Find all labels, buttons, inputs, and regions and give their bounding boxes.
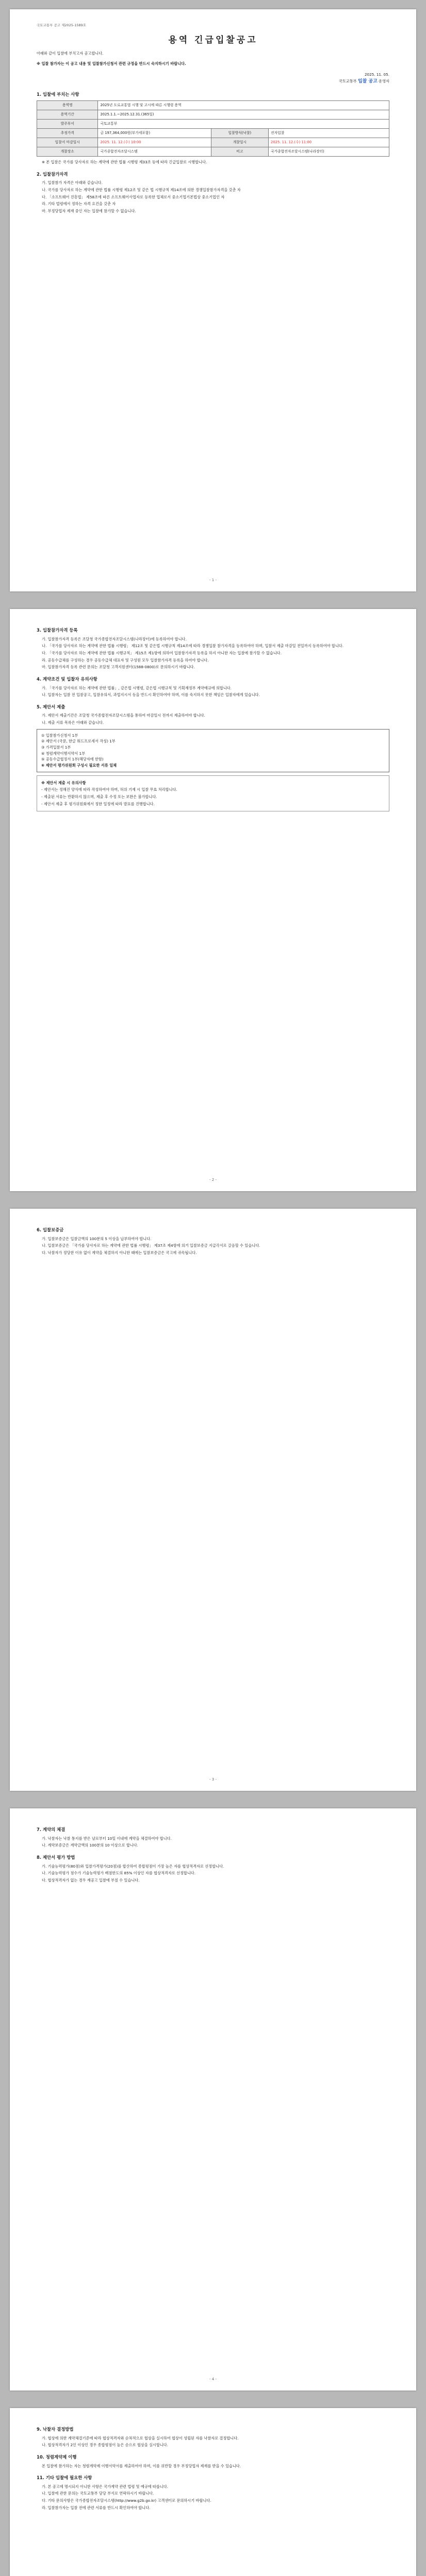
table-header: 용역명: [37, 101, 98, 110]
paragraph: 나. 기술능력평가 점수가 기술능력평가 배점한도의 85% 이상인 자를 협상적격자로 선정합니다.: [42, 1871, 196, 1876]
signature-block: [37, 72, 389, 85]
org-prefix: 국토교통부: [338, 79, 357, 84]
caution-item: - 제출된 서류는 반환하지 않으며, 제출 후 수정 또는 보완은 불가합니다.: [41, 794, 157, 799]
paragraph: 다. 「국가를 당사자로 하는 계약에 관한 법률 시행규칙」 제15조 제1항에 의하여 입찰참가자격 등록을 하지 아니한 자는 입찰에 참가할 수 없습니다.: [42, 650, 282, 655]
caution-title: ※ 제안서 제출 시 유의사항: [41, 780, 86, 785]
section-7-title: 7. 계약의 체결: [37, 1827, 65, 1832]
table-header: 용역기간: [37, 110, 98, 120]
table-row: [37, 138, 389, 147]
paragraph: 마. 입찰참가자격 등록 관련 문의는 조달청 고객지원센터(1588-0800)로 문의하시기 바랍니다.: [42, 665, 195, 670]
table-cell: 금 197,364,000원(부가세포함): [98, 129, 211, 138]
paragraph: 나. 입찰에 관한 문의는 국토교통부 담당 부서로 연락하시기 바랍니다.: [42, 2491, 154, 2496]
section-1-title: 1. 입찰에 부치는 사항: [37, 91, 79, 97]
table-header: 입찰서 마감일시: [37, 138, 98, 147]
paragraph: 다. 「소프트웨어 진흥법」 제58조에 따른 소프트웨어사업자로 등록한 업체로서 중소기업기본법상 중소기업인 자: [42, 194, 225, 199]
notice-text: ※ 입찰 참가자는 이 공고 내용 및 입찰참가신청서 관련 규정을 반드시 숙지하시기 바랍니다.: [37, 61, 186, 66]
document-page-1: [10, 9, 416, 591]
document-page-2: [10, 609, 416, 1191]
bid-info-table: [37, 100, 389, 157]
table-cell: 2025년 도로교통법 시행 및 고시에 따른 시행령 용역: [98, 101, 389, 110]
paragraph: 가. 낙찰자는 낙찰 통지를 받은 날로부터 10일 이내에 계약을 체결하여야 합니다.: [42, 1836, 172, 1841]
section-3-title: 3. 입찰참가자격 등록: [37, 628, 78, 633]
document-page-3: [10, 1209, 416, 1791]
paragraph: 나. 계약보증금은 계약금액의 100분의 10 이상으로 합니다.: [42, 1843, 138, 1848]
table-cell: 국토교통부: [98, 120, 389, 129]
table-cell: 2025. 11. 12.(수) 10:00: [98, 138, 211, 147]
list-item: ④ 청렴계약이행서약서 1부: [41, 751, 86, 756]
page-number: - 3 -: [209, 1777, 217, 1782]
paragraph: 가. 입찰참가 자격은 아래와 같습니다.: [42, 180, 103, 185]
section-8-title: 8. 제안서 평가 방법: [37, 1854, 75, 1860]
table-header: 발주부서: [37, 120, 98, 129]
table-cell: 2025. 11. 12.(수) 11:00: [269, 138, 389, 147]
paragraph: 가. 제안서 제출기간은 조달청 국가종합전자조달시스템을 통하여 마감일시 전까지 제출하여야 합니다.: [42, 713, 205, 718]
table-row: [37, 147, 389, 157]
table-cell: 2025.1.1.~2025.12.31.(365일): [98, 110, 389, 120]
section-9-title: 9. 낙찰자 결정방법: [37, 2427, 74, 2432]
document-number: 국토교통부 공고 제2025-1589호: [37, 23, 87, 27]
section-2-title: 2. 입찰참가자격: [37, 171, 68, 177]
paragraph: 가. 입찰보증금은 입찰금액의 100분의 5 이상을 납부하여야 합니다.: [42, 1236, 152, 1241]
document-title: 용역 긴급입찰공고: [168, 35, 258, 45]
paragraph: 라. 입찰참가자는 입찰 전에 관련 서류를 반드시 확인하여야 합니다.: [42, 2505, 151, 2510]
paragraph: 나. 제출 서류 목록은 아래와 같습니다.: [42, 720, 104, 725]
table-header: 개찰장소: [37, 147, 98, 157]
paragraph: 다. 낙찰자가 정당한 이유 없이 계약을 체결하지 아니한 때에는 입찰보증금은 국고에 귀속됩니다.: [42, 1250, 197, 1255]
paragraph: 본 입찰에 참가하는 자는 청렴계약제 이행서약서를 제출하여야 하며, 이를 위반할 경우 부정당업자 제재를 받을 수 있습니다.: [42, 2463, 241, 2468]
paragraph: 가. 「국가를 당사자로 하는 계약에 관한 법률」, 같은법 시행령, 같은법 시행규칙 및 기획재정부 계약예규에 의합니다.: [42, 685, 232, 690]
page-number: - 4 -: [209, 2377, 217, 2381]
table-header: 입찰방식(낙찰): [211, 129, 268, 138]
section-5-title: 5. 제안서 제출: [37, 704, 65, 709]
caution-item: - 제안서 제출 후 평가위원회에서 정한 일정에 따라 발표를 진행합니다.: [41, 801, 155, 806]
table-row: [37, 120, 389, 129]
org-name: 입찰 공고: [357, 79, 378, 84]
paragraph: 나. 입찰보증금은 「국가를 당사자로 하는 계약에 관한 법률 시행령」 제37조 제4항에 의거 입찰보증금 지급각서로 갈음할 수 있습니다.: [42, 1243, 260, 1248]
caution-item: - 제안서는 정해진 양식에 따라 작성하여야 하며, 허위 기재 시 입찰 무효 처리합니다.: [41, 787, 177, 792]
paragraph: 가. 입찰참가자격 등록은 조달청 국가종합전자조달시스템(나라장터)에 등록하여야 합니다.: [42, 636, 187, 641]
table-header: 추정가격: [37, 129, 98, 138]
section-11-title: 11. 기타 입찰에 필요한 사항: [37, 2475, 92, 2481]
caution-box: [37, 775, 389, 812]
section-6-title: 6. 입찰보증금: [37, 1227, 64, 1232]
table-cell: 전자입찰: [269, 129, 389, 138]
table-header: 비고: [211, 147, 268, 157]
section-4-title: 4. 계약조건 및 입찰자 유의사항: [37, 676, 97, 682]
list-item: ⑤ 공동수급협정서 1부(해당자에 한함): [41, 757, 104, 762]
paragraph: 나. 국가를 당사자로 하는 계약에 관한 법률 시행령 제12조 및 같은 법 시행규칙 제14조에 의한 경쟁입찰참가자격을 갖춘 자: [42, 188, 241, 193]
org-suffix: 운영자: [379, 79, 389, 84]
paragraph: 나. 입찰자는 입찰 전 입찰공고, 입찰유의서, 과업지시서 등을 반드시 확인하여야 하며, 이를 숙지하지 못한 책임은 입찰자에게 있습니다.: [42, 692, 260, 698]
table-row: [37, 101, 389, 110]
paragraph: 마. 부정당업자 제재 중인 자는 입찰에 참가할 수 없습니다.: [42, 209, 136, 214]
paragraph: 가. 기술능력평가(80점)와 입찰가격평가(20점)를 합산하여 종합평점이 가장 높은 자를 협상적격자로 선정합니다.: [42, 1863, 224, 1869]
paragraph: 가. 협상에 의한 계약체결기준에 따라 협상적격자와 순차적으로 협상을 실시하여 협상이 성립된 자를 낙찰자로 결정합니다.: [42, 2435, 239, 2441]
list-item: ① 입찰참가신청서 1부: [41, 733, 78, 738]
page-number: - 1 -: [209, 578, 217, 582]
document-page-4: [10, 1808, 416, 2391]
section-10-title: 10. 청렴계약제 이행: [37, 2454, 77, 2460]
submission-list-box: [37, 729, 389, 772]
table-cell: 국가종합전자조달시스템: [98, 147, 211, 157]
list-item: ③ 가격입찰서 1부: [41, 745, 71, 750]
page-number: - 2 -: [209, 1178, 217, 1182]
paragraph: 가. 본 공고에 명시되지 아니한 사항은 국가계약 관련 법령 및 예규에 따릅니다.: [42, 2484, 168, 2489]
section-1-note: ※ 본 입찰은 국가를 당사자로 하는 계약에 관한 법률 시행령 제33조 등에 따라 긴급입찰로 시행합니다.: [42, 160, 207, 165]
table-row: [37, 129, 389, 138]
paragraph: 다. 기타 문의사항은 국가종합전자조달시스템(http://www.g2b.go.kr) 고객센터로 문의하시기 바랍니다.: [42, 2498, 211, 2503]
intro-text: 아래와 같이 입찰에 부치고자 공고합니다.: [37, 51, 104, 56]
paragraph: 나. 「국가를 당사자로 하는 계약에 관한 법률 시행령」 제12조 및 같은법 시행규칙 제14조에 따라 경쟁입찰 참가자격을 등록하여야 하며, 입찰서 제출 마감일 전일까지 등록하여야 합니다.: [42, 643, 344, 649]
paragraph: 다. 협상적격자가 없는 경우 재공고 입찰에 부칠 수 있습니다.: [42, 1877, 140, 1883]
table-cell: 국가종합전자조달시스템(나라장터): [269, 147, 389, 157]
paragraph: 라. 기타 법령에서 정하는 자격 요건을 갖춘 자: [42, 201, 116, 207]
table-header: 개찰일시: [211, 138, 268, 147]
paragraph: 나. 협상적격자가 2인 이상인 경우 종합평점이 높은 순으로 협상을 실시합니다.: [42, 2443, 168, 2448]
paragraph: 라. 공동수급체를 구성하는 경우 공동수급체 대표자 및 구성원 모두 입찰참가자격 등록을 하여야 합니다.: [42, 657, 209, 663]
notice-date: 2025. 11. 05.: [364, 72, 389, 77]
table-row: [37, 110, 389, 120]
document-page-5: [10, 2408, 416, 2576]
list-item: ② 제안서 (국문, 한글 워드프로세서 작성) 1부: [41, 739, 116, 744]
list-item: ⑥ 제안서 평가위원회 구성시 필요한 서류 일체: [41, 763, 117, 768]
